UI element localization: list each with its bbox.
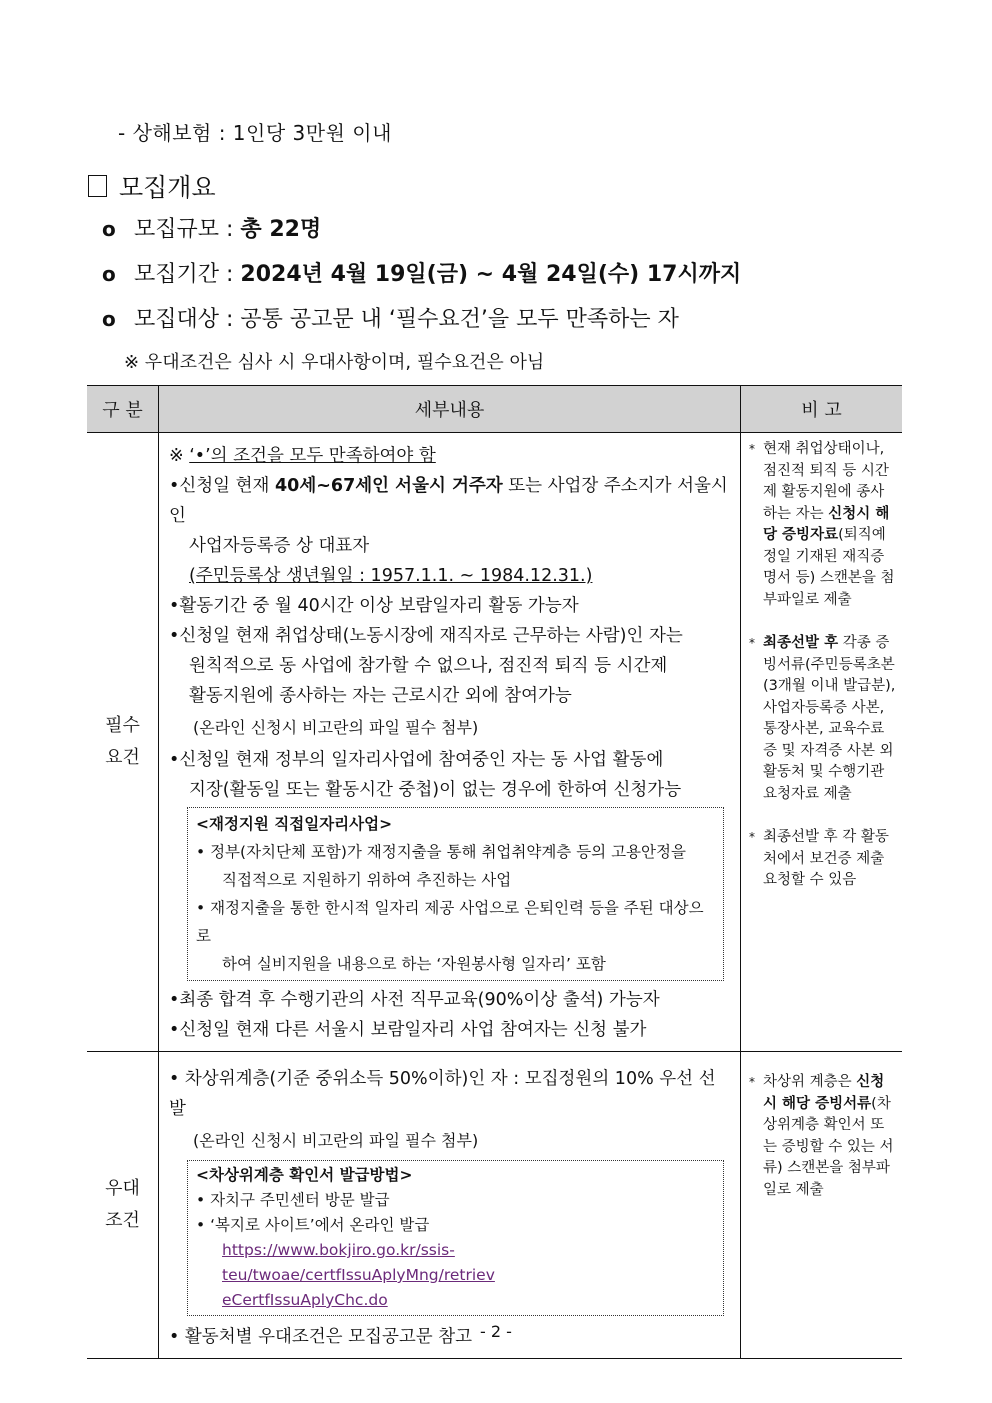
box-item-cont: 하여 실비지원을 내용으로 하는 ‘자원봉사형 일자리’ 포함 (222, 955, 606, 973)
header-details: 세부내용 (159, 386, 741, 433)
recruit-target: o 모집대상 : 공통 공고문 내 ‘필수요건’을 모두 만족하는 자 (102, 307, 679, 332)
list-item: •활동기간 중 월 40시간 이상 보람일자리 활동 가능자 (169, 596, 579, 616)
remark-item: * 최종선발 후 각종 증빙서류(주민등록초본(3개월 이내 발급분), 사업자등록증 사본, 통장사본, 교육수료증 및 자격증 사본 외 활동처 및 수행기관 요청자료 제출 (749, 633, 898, 805)
row-label-preferred: 우대 조건 (87, 1052, 159, 1359)
box-title: <재정지원 직접일자리사업> (196, 815, 393, 833)
list-item: • 활동처별 우대조건은 모집공고문 참고 (169, 1327, 473, 1347)
circle-bullet-icon: o (102, 307, 116, 331)
box-item: • 재정지출을 통한 한시적 일자리 제공 사업으로 은퇴인력 등을 주된 대상으로 (196, 899, 704, 945)
remark-item: * 최종선발 후 각 활동처에서 보건증 제출 요청할 수 있음 (749, 827, 898, 892)
list-item: •신청일 현재 다른 서울시 보람일자리 사업 참여자는 신청 불가 (169, 1020, 647, 1040)
asterisk-icon: * (749, 442, 755, 456)
certificate-method-box (187, 1160, 724, 1316)
direct-job-program-box (187, 807, 724, 981)
remark-item: * 현재 취업상태이나, 점진적 퇴직 등 시간제 활동지원에 종사하는 자는 신청시 해당 증빙자료(퇴직예정일 기재된 재직증명서 등) 스캔본을 첨부파일로 제출 (749, 439, 898, 611)
box-item: • ‘복지로 사이트’에서 온라인 발급 (196, 1216, 430, 1234)
list-item-cont: 사업자등록증 상 대표자 (189, 536, 370, 556)
attachment-note: (온라인 신청시 비고란의 파일 필수 첨부) (193, 1131, 479, 1150)
row-label-required: 필수 요건 (87, 433, 159, 1052)
list-item: •신청일 현재 40세~67세인 서울시 거주자 또는 사업장 주소지가 서울시인 (169, 476, 728, 526)
list-item-cont: 활동지원에 종사하는 자는 근로시간 외에 참여가능 (189, 686, 572, 706)
required-remarks (741, 433, 903, 1052)
table-row-preferred (87, 1052, 902, 1359)
list-item: • 차상위계층(기준 중위소득 50%이하)인 자 : 모집정원의 10% 우선 선발 (169, 1069, 716, 1119)
list-item-cont: 지장(활동일 또는 활동시간 중첩)이 없는 경우에 한하여 신청가능 (189, 780, 682, 800)
intro-line: ※ ‘•’의 조건을 모두 만족하여야 함 (169, 446, 436, 466)
insurance-line: - 상해보험 : 1인당 3만원 이내 (118, 121, 392, 145)
attachment-note: (온라인 신청시 비고란의 파일 필수 첨부) (193, 718, 479, 737)
box-item-cont: 직접적으로 지원하기 위하여 추진하는 사업 (222, 871, 512, 889)
box-item: • 자치구 주민센터 방문 발급 (196, 1191, 390, 1209)
asterisk-icon: * (749, 636, 755, 650)
asterisk-icon: * (749, 1075, 755, 1089)
table-row-required (87, 433, 902, 1052)
checkbox-square-icon (88, 175, 107, 197)
preferred-details (159, 1052, 741, 1359)
section-heading (88, 168, 216, 204)
circle-bullet-icon: o (102, 262, 116, 286)
box-item: • 정부(자치단체 포함)가 재정지출을 통해 취업취약계층 등의 고용안정을 (196, 843, 686, 861)
list-item: •신청일 현재 취업상태(노동시장에 재직자로 근무하는 사람)인 자는 (169, 626, 683, 646)
circle-bullet-icon: o (102, 217, 116, 241)
preference-note: ※ 우대조건은 심사 시 우대사항이며, 필수요건은 아님 (124, 352, 545, 373)
list-item-cont: 원칙적으로 동 사업에 참가할 수 없으나, 점진적 퇴직 등 시간제 (189, 656, 668, 676)
header-category: 구 분 (87, 386, 159, 433)
bokjiro-link[interactable]: https://www.bokjiro.go.kr/ssis-teu/twoae/certfIssuAplyMng/retriev eCertfIssuAplyChc.do (222, 1241, 495, 1309)
preferred-remarks (741, 1052, 903, 1359)
list-item: •신청일 현재 정부의 일자리사업에 참여중인 자는 동 사업 활동에 (169, 750, 664, 770)
recruit-period: o 모집기간 : 2024년 4월 19일(금) ~ 4월 24일(수) 17시까지 (102, 262, 742, 287)
required-details (159, 433, 741, 1052)
recruit-size: o 모집규모 : 총 22명 (102, 217, 322, 242)
requirements-table (87, 385, 902, 1359)
birth-range: (주민등록상 생년월일 : 1957.1.1. ~ 1984.12.31.) (189, 566, 593, 586)
page-number: - 2 - (480, 1322, 512, 1341)
section-title: 모집개요 (119, 173, 216, 202)
asterisk-icon: * (749, 830, 755, 844)
remark-item: * 차상위 계층은 신청시 해당 증빙서류(차상위계층 확인서 또는 증빙할 수 있는 서류) 스캔본을 첨부파일로 제출 (749, 1072, 898, 1201)
list-item: •최종 합격 후 수행기관의 사전 직무교육(90%이상 출석) 가능자 (169, 990, 660, 1010)
table-header-row (87, 386, 902, 433)
header-remarks: 비 고 (741, 386, 903, 433)
box-title: <차상위계층 확인서 발급방법> (196, 1166, 413, 1184)
